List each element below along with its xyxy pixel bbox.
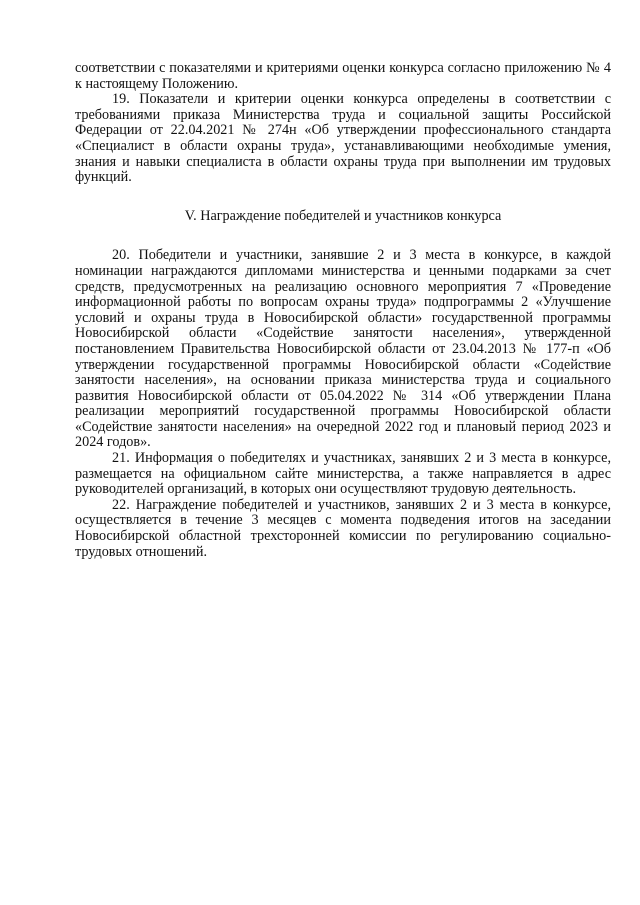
paragraph-20: 20. Победители и участники, занявшие 2 и 3 места в конкурсе, в каждой номинации награждаются дипломами министерства и ценными подарками за счет средств, предусмотренных на реализацию основного мероприятия 7 «Проведение информационной работы по вопросам охраны труда» подпрограммы 2 «Улучшение условий и охраны труда в Новосибирской области» государственной программы Новосибирской области «Содействие занятости населения», утвержденной постановлением Правительства Новосибирской области от 23.04.2013 № 177-п «Об утверждении государственной программы Новосибирской области «Содействие занятости населения», на основании приказа министерства труда и социального развития Новосибирской области от 05.04.2022 № 314 «Об утверждении Плана реализации мероприятий государственной программы Новосибирской области «Содействие занятости населения» на очередной 2022 год и плановый период 2023 и 2024 годов».	[75, 247, 611, 451]
paragraph-22: 22. Награждение победителей и участников, занявших 2 и 3 места в конкурсе, осуществляется в течение 3 месяцев с момента подведения итогов на заседании Новосибирской областной трехсторонней комиссии по регулированию социально-трудовых отношений.	[75, 496, 611, 560]
paragraph-continuation: соответствии с показателями и критериями оценки конкурса согласно приложению № 4 к настоящему Положению.	[75, 60, 611, 92]
document-body	[75, 61, 611, 560]
paragraph-19: 19. Показатели и критерии оценки конкурса определены в соответствии с требованиями приказа Министерства труда и социальной защиты Российской Федерации от 22.04.2021 № 274н «Об утверждении профессионального стандарта «Специалист в области охраны труда», устанавливающими необходимые умения, знания и навыки специалиста в области охраны труда при выполнении им трудовых функций.	[75, 91, 611, 186]
paragraph-21: 21. Информация о победителях и участниках, занявших 2 и 3 места в конкурсе, размещается на официальном сайте министерства, а также направляется в адрес руководителей организаций, в которых они осуществляют трудовую деятельность.	[75, 450, 611, 498]
section-heading: V. Награждение победителей и участников конкурса	[184, 207, 502, 224]
